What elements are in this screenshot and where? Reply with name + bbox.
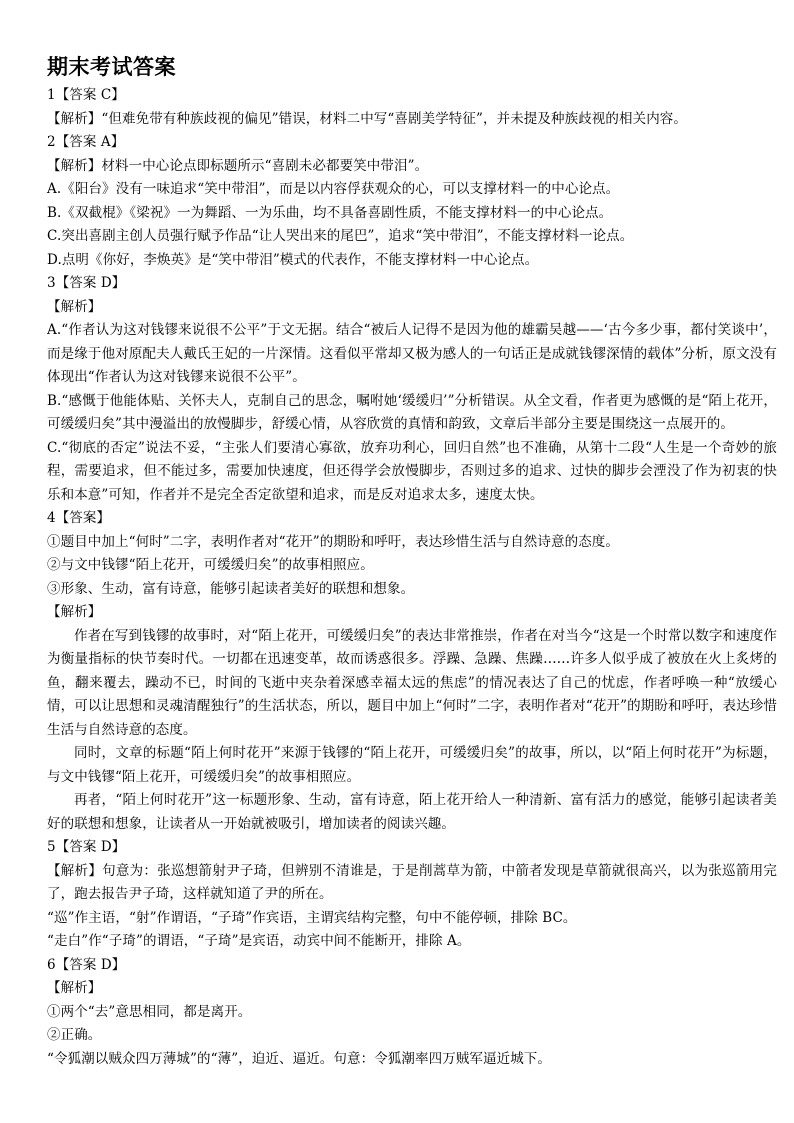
q4-point-2: ②与文中钱镠“陌上花开，可缓缓归矣”的故事相照应。: [47, 557, 374, 573]
q2-option-b: B.《双截棍》《梁祝》一为舞蹈、一为乐曲，均不具备喜剧性质，不能支撑材料一的中心论点。: [47, 204, 613, 221]
q5-point-1: “巡”作主语，“射”作谓语，“子琦”作宾语，主谓宾结构完整，句中不能停顿，排除 BC。: [47, 909, 577, 926]
q5-analysis: 【解析】句意为：张巡想箭射尹子琦，但辨别不清谁是，于是削蒿草为箭，中箭者发现是草箭就很高兴，以为张巡箭用完了，跑去报告尹子琦，这样就知道了尹的所在。: [47, 862, 777, 902]
document-content: [47, 53, 777, 1071]
q4-analysis-paragraph-1: 作者在写到钱镠的故事时，对“陌上花开，可缓缓归矣”的表达非常推崇，作者在对当今“这是一个时常以数字和速度作为衡量指标的快节奏时代。一切都在迅速变革，故而诱惑很多。浮躁、急躁、焦躁……许多人似乎成了被放在火上炙烤的鱼，翻来覆去，躁动不已，时间的飞逝中夹杂着深感幸福太远的焦虑”的情况表达了自己的忧虑，作者呼唤一种“放缓心情，可以让思想和灵魂清醒独行”的生活状态，所以，题目中加上“何时”二字，表明作者对“花开”的期盼和呼吁，表达珍惜生活与自然诗意的态度。: [47, 627, 777, 738]
q4-analysis-label: 【解析】: [47, 604, 102, 620]
q6-point-3: “令狐潮以贼众四万薄城”的“薄”，迫近、逼近。句意：令狐潮率四万贼军逼近城下。: [47, 1050, 552, 1067]
q1-analysis: 【解析】“但难免带有种族歧视的偏见”错误，材料二中写“喜剧美学特征”，并未提及种族歧视的相关内容。: [47, 110, 688, 127]
q3-option-a: A.“作者认为这对钱镠来说很不公平”于文无据。结合“被后人记得不是因为他的雄霸吴越——‘古今多少事，都付笑谈中’，而是缘于他对原配夫人戴氏王妃的一片深情。这看似平常却又极为感人的一句话正是成就钱镠深情的载体”分析，原文没有体现出“作者认为这对钱镠来说很不公平”。: [47, 322, 777, 385]
q6-analysis-label: 【解析】: [47, 980, 102, 996]
q5-point-2: “走白”作“子琦”的谓语，“子琦”是宾语，动宾中间不能断开，排除 A。: [47, 933, 471, 949]
q4-analysis-paragraph-2: 同时，文章的标题“陌上何时花开”来源于钱镠的“陌上花开，可缓缓归矣”的故事，所以，以“陌上何时花开”为标题，与文中钱镠“陌上花开，可缓缓归矣”的故事相照应。: [47, 745, 777, 785]
q4-point-3: ③形象、生动，富有诗意，能够引起读者美好的联想和想象。: [47, 580, 415, 597]
q2-answer: 2【答案 A】: [47, 134, 125, 150]
q6-answer: 6【答案 D】: [47, 956, 126, 973]
q5-answer: 5【答案 D】: [47, 839, 126, 855]
q6-point-1: ①两个“去”意思相同，都是离开。: [47, 1003, 252, 1020]
q6-point-2: ②正确。: [47, 1027, 102, 1043]
q1-answer: 1【答案 C】: [47, 87, 125, 103]
q2-analysis: 【解析】材料一中心论点即标题所示“喜剧未必都要笑中带泪”。: [47, 157, 429, 174]
q3-answer: 3【答案 D】: [47, 275, 126, 291]
q4-answer: 4【答案】: [47, 510, 111, 526]
page-title: 期末考试答案: [47, 55, 176, 79]
q3-option-c: C.“彻底的否定”说法不妥，“主张人们要清心寡欲，放弃功利心，回归自然”也不准确，从第十二段“人生是一个奇妙的旅程，需要追求，但不能过多，需要加快速度，但还得学会放慢脚步，否则过多的追求、过快的脚步会湮没了作为初衷的快乐和本意”可知，作者并不是完全否定欲望和追求，而是反对追求太多，速度太快。: [47, 439, 777, 503]
q3-analysis-label: 【解析】: [47, 298, 102, 315]
q3-option-b: B.“感慨于他能体贴、关怀夫人，克制自己的思念，嘱咐她‘缓缓归’”分析错误。从全文看，作者更为感慨的是“陌上花开，可缓缓归矣”其中漫溢出的放慢脚步，舒缓心情，从容欣赏的真情和韵致，文章后半部分主要是围绕这一点展开的。: [47, 392, 777, 432]
q4-analysis-paragraph-3: 再者，“陌上何时花开”这一标题形象、生动，富有诗意，陌上花开给人一种清新、富有活力的感觉，能够引起读者美好的联想和想象，让读者从一开始就被吸引，增加读者的阅读兴趣。: [47, 792, 777, 832]
q2-option-c: C.突出喜剧主创人员强行赋予作品“让人哭出来的尾巴”，追求“笑中带泪”，不能支撑材料一论点。: [47, 228, 634, 244]
q4-point-1: ①题目中加上“何时”二字，表明作者对“花开”的期盼和呼吁，表达珍惜生活与自然诗意的态度。: [47, 533, 620, 550]
q2-option-d: D.点明《你好，李焕英》是“笑中带泪”模式的代表作，不能支撑材料一中心论点。: [47, 251, 539, 268]
q2-option-a: A.《阳台》没有一味追求“笑中带泪”，而是以内容俘获观众的心，可以支撑材料一的中心论点。: [47, 181, 620, 197]
